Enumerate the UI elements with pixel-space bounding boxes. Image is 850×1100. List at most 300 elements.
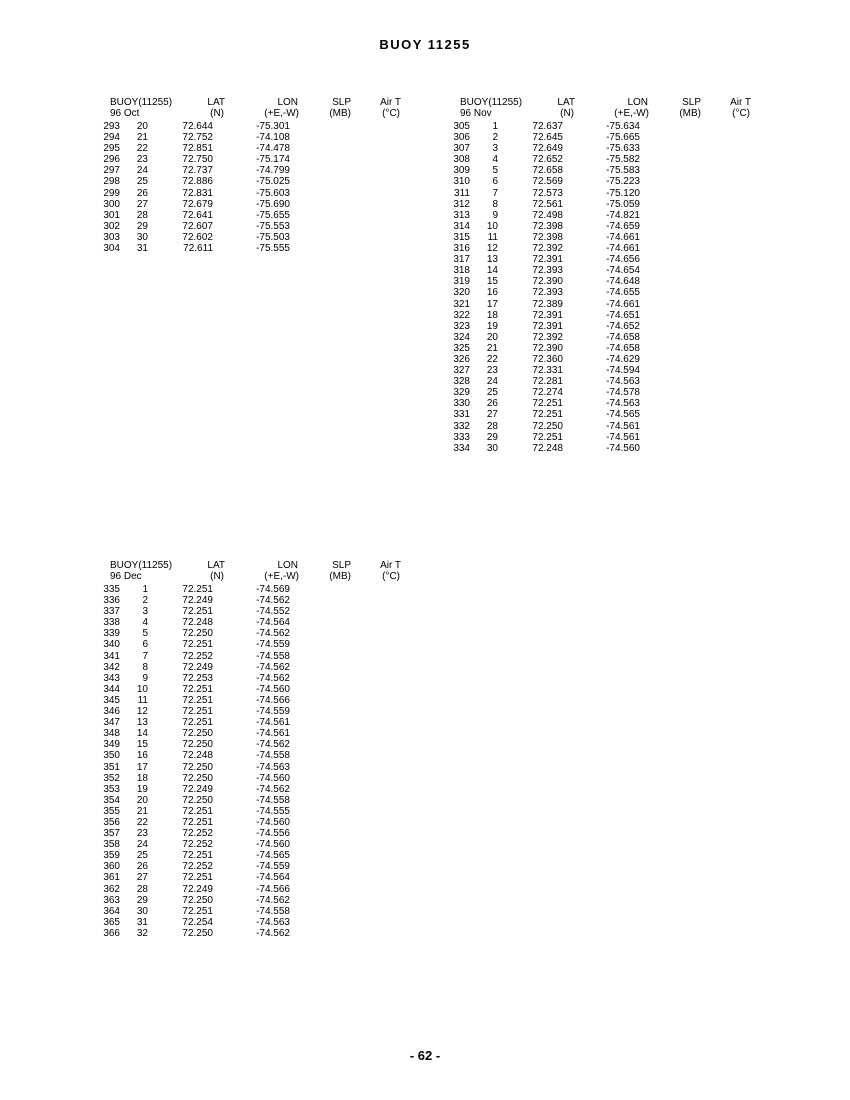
latitude-cell: 72.251 — [182, 606, 213, 618]
latitude-cell: 72.498 — [532, 209, 563, 221]
table-row — [90, 154, 410, 165]
lat-unit: (N) — [210, 571, 224, 582]
table-row — [440, 376, 760, 387]
latitude-cell: 72.602 — [182, 231, 213, 243]
longitude-cell: -74.556 — [256, 828, 290, 840]
table-row — [90, 728, 410, 739]
latitude-cell: 72.645 — [532, 132, 563, 144]
longitude-cell: -75.665 — [606, 132, 640, 144]
longitude-cell: -74.562 — [256, 783, 290, 795]
slp-column-header: SLP — [332, 97, 351, 108]
latitude-cell: 72.250 — [182, 794, 213, 806]
latitude-cell: 72.750 — [182, 154, 213, 166]
day-of-year-cell: 316 — [453, 243, 470, 255]
table-dec — [90, 560, 410, 939]
latitude-cell: 72.248 — [182, 617, 213, 629]
day-of-year-cell: 317 — [453, 254, 470, 266]
longitude-cell: -74.629 — [606, 353, 640, 365]
day-of-year-cell: 343 — [103, 672, 120, 684]
day-of-year-cell: 337 — [103, 606, 120, 618]
table-row — [440, 154, 760, 165]
table-body — [90, 121, 410, 254]
day-of-month-cell: 26 — [486, 398, 498, 410]
longitude-cell: -75.555 — [256, 243, 290, 255]
longitude-cell: -74.651 — [606, 309, 640, 321]
period-label: 96 Oct — [110, 108, 140, 119]
latitude-cell: 72.252 — [182, 650, 213, 662]
table-row — [90, 861, 410, 872]
longitude-cell: -74.560 — [256, 839, 290, 851]
day-of-year-cell: 350 — [103, 750, 120, 762]
day-of-month-cell: 24 — [486, 376, 498, 388]
day-of-month-cell: 21 — [136, 132, 148, 144]
day-of-month-cell: 27 — [136, 872, 148, 884]
day-of-month-cell: 29 — [136, 220, 148, 232]
day-of-month-cell: 20 — [136, 121, 148, 132]
longitude-cell: -74.566 — [256, 883, 290, 895]
longitude-cell: -75.582 — [606, 154, 640, 166]
day-of-month-cell: 4 — [142, 617, 148, 629]
table-body — [90, 584, 410, 939]
longitude-cell: -75.634 — [606, 121, 640, 132]
day-of-month-cell: 15 — [486, 276, 498, 288]
table-row — [90, 606, 410, 617]
air-temp-unit: (°C) — [732, 108, 750, 119]
day-of-month-cell: 5 — [142, 628, 148, 640]
latitude-cell: 72.251 — [532, 409, 563, 421]
longitude-cell: -74.563 — [256, 916, 290, 928]
day-of-month-cell: 20 — [486, 331, 498, 343]
day-of-month-cell: 27 — [136, 198, 148, 210]
table-row — [440, 443, 760, 454]
day-of-year-cell: 362 — [103, 883, 120, 895]
longitude-cell: -74.821 — [606, 209, 640, 221]
lat-column-header: LAT — [207, 97, 225, 108]
table-body — [440, 121, 760, 454]
day-of-year-cell: 341 — [103, 650, 120, 662]
day-of-year-cell: 315 — [453, 231, 470, 243]
day-of-year-cell: 339 — [103, 628, 120, 640]
lon-unit: (+E,-W) — [264, 571, 299, 582]
latitude-cell: 72.652 — [532, 154, 563, 166]
day-of-year-cell: 365 — [103, 916, 120, 928]
latitude-cell: 72.249 — [182, 883, 213, 895]
table-row — [440, 243, 760, 254]
day-of-month-cell: 6 — [142, 639, 148, 651]
longitude-cell: -74.555 — [256, 805, 290, 817]
longitude-cell: -74.594 — [606, 365, 640, 377]
day-of-month-cell: 23 — [136, 828, 148, 840]
day-of-year-cell: 320 — [453, 287, 470, 299]
day-of-year-cell: 298 — [103, 176, 120, 188]
day-of-year-cell: 363 — [103, 894, 120, 906]
longitude-cell: -75.583 — [606, 165, 640, 177]
longitude-cell: -74.564 — [256, 872, 290, 884]
table-row — [90, 584, 410, 595]
day-of-year-cell: 336 — [103, 595, 120, 607]
day-of-month-cell: 28 — [136, 883, 148, 895]
table-row — [90, 784, 410, 795]
longitude-cell: -74.569 — [256, 584, 290, 595]
day-of-month-cell: 30 — [136, 231, 148, 243]
day-of-year-cell: 348 — [103, 728, 120, 740]
longitude-cell: -74.563 — [606, 376, 640, 388]
table-row — [440, 254, 760, 265]
latitude-cell: 72.251 — [182, 805, 213, 817]
latitude-cell: 72.331 — [532, 365, 563, 377]
day-of-year-cell: 329 — [453, 387, 470, 399]
slp-unit: (MB) — [329, 108, 351, 119]
longitude-cell: -74.559 — [256, 706, 290, 718]
day-of-month-cell: 30 — [486, 442, 498, 454]
longitude-cell: -74.661 — [606, 243, 640, 255]
longitude-cell: -74.578 — [606, 387, 640, 399]
day-of-year-cell: 352 — [103, 772, 120, 784]
day-of-year-cell: 355 — [103, 805, 120, 817]
latitude-cell: 72.392 — [532, 243, 563, 255]
day-of-month-cell: 1 — [492, 121, 498, 132]
buoy-column-header: BUOY(11255) — [110, 560, 173, 571]
latitude-cell: 72.250 — [182, 761, 213, 773]
latitude-cell: 72.392 — [532, 331, 563, 343]
table-row — [90, 176, 410, 187]
day-of-year-cell: 305 — [453, 121, 470, 132]
day-of-month-cell: 6 — [492, 176, 498, 188]
lon-unit: (+E,-W) — [264, 108, 299, 119]
day-of-year-cell: 294 — [103, 132, 120, 144]
day-of-month-cell: 4 — [492, 154, 498, 166]
longitude-cell: -75.503 — [256, 231, 290, 243]
table-row — [90, 739, 410, 750]
day-of-month-cell: 22 — [136, 143, 148, 155]
day-of-year-cell: 328 — [453, 376, 470, 388]
day-of-year-cell: 346 — [103, 706, 120, 718]
latitude-cell: 72.607 — [182, 220, 213, 232]
latitude-cell: 72.391 — [532, 309, 563, 321]
latitude-cell: 72.249 — [182, 661, 213, 673]
day-of-year-cell: 342 — [103, 661, 120, 673]
table-row — [440, 343, 760, 354]
longitude-cell: -74.108 — [256, 132, 290, 144]
day-of-month-cell: 29 — [136, 894, 148, 906]
longitude-cell: -74.655 — [606, 287, 640, 299]
latitude-cell: 72.393 — [532, 265, 563, 277]
longitude-cell: -74.654 — [606, 265, 640, 277]
day-of-year-cell: 335 — [103, 584, 120, 595]
latitude-cell: 72.391 — [532, 320, 563, 332]
day-of-year-cell: 302 — [103, 220, 120, 232]
table-row — [90, 872, 410, 883]
day-of-month-cell: 18 — [486, 309, 498, 321]
day-of-month-cell: 22 — [486, 353, 498, 365]
day-of-year-cell: 309 — [453, 165, 470, 177]
day-of-year-cell: 323 — [453, 320, 470, 332]
table-row — [440, 310, 760, 321]
longitude-cell: -75.223 — [606, 176, 640, 188]
lat-unit: (N) — [210, 108, 224, 119]
day-of-year-cell: 310 — [453, 176, 470, 188]
table-row — [440, 299, 760, 310]
day-of-month-cell: 19 — [136, 783, 148, 795]
day-of-month-cell: 19 — [486, 320, 498, 332]
day-of-month-cell: 15 — [136, 739, 148, 751]
day-of-year-cell: 307 — [453, 143, 470, 155]
lon-column-header: LON — [277, 560, 298, 571]
day-of-year-cell: 319 — [453, 276, 470, 288]
day-of-month-cell: 13 — [136, 717, 148, 729]
day-of-year-cell: 332 — [453, 420, 470, 432]
longitude-cell: -74.658 — [606, 331, 640, 343]
table-row — [90, 839, 410, 850]
latitude-cell: 72.254 — [182, 916, 213, 928]
table-row — [440, 398, 760, 409]
day-of-year-cell: 300 — [103, 198, 120, 210]
longitude-cell: -75.690 — [256, 198, 290, 210]
day-of-year-cell: 293 — [103, 121, 120, 132]
day-of-year-cell: 303 — [103, 231, 120, 243]
longitude-cell: -74.561 — [256, 717, 290, 729]
latitude-cell: 72.250 — [182, 927, 213, 939]
day-of-year-cell: 351 — [103, 761, 120, 773]
day-of-month-cell: 22 — [136, 816, 148, 828]
longitude-cell: -74.658 — [606, 342, 640, 354]
table-row — [440, 265, 760, 276]
day-of-month-cell: 25 — [486, 387, 498, 399]
day-of-year-cell: 360 — [103, 861, 120, 873]
day-of-month-cell: 28 — [136, 209, 148, 221]
day-of-year-cell: 299 — [103, 187, 120, 199]
longitude-cell: -74.652 — [606, 320, 640, 332]
table-row — [90, 750, 410, 761]
day-of-month-cell: 8 — [142, 661, 148, 673]
table-row — [90, 199, 410, 210]
table-row — [440, 121, 760, 132]
day-of-year-cell: 327 — [453, 365, 470, 377]
latitude-cell: 72.569 — [532, 176, 563, 188]
day-of-month-cell: 32 — [136, 927, 148, 939]
day-of-month-cell: 11 — [487, 231, 498, 243]
day-of-year-cell: 356 — [103, 816, 120, 828]
latitude-cell: 72.251 — [182, 584, 213, 595]
table-row — [440, 409, 760, 420]
latitude-cell: 72.274 — [532, 387, 563, 399]
day-of-year-cell: 304 — [103, 243, 120, 255]
longitude-cell: -75.025 — [256, 176, 290, 188]
lat-unit: (N) — [560, 108, 574, 119]
latitude-cell: 72.251 — [532, 431, 563, 443]
day-of-month-cell: 3 — [492, 143, 498, 155]
table-header — [90, 97, 410, 121]
latitude-cell: 72.391 — [532, 254, 563, 266]
table-oct — [90, 97, 410, 254]
longitude-cell: -75.120 — [606, 187, 640, 199]
table-row — [90, 895, 410, 906]
longitude-cell: -74.563 — [256, 761, 290, 773]
longitude-cell: -74.661 — [606, 231, 640, 243]
table-header — [90, 560, 410, 584]
table-row — [90, 762, 410, 773]
longitude-cell: -74.659 — [606, 220, 640, 232]
buoy-column-header: BUOY(11255) — [460, 97, 523, 108]
longitude-cell: -74.661 — [606, 298, 640, 310]
day-of-month-cell: 25 — [136, 176, 148, 188]
longitude-cell: -74.560 — [606, 442, 640, 454]
day-of-month-cell: 31 — [136, 916, 148, 928]
day-of-month-cell: 21 — [486, 342, 498, 354]
table-row — [90, 928, 410, 939]
day-of-month-cell: 11 — [137, 694, 148, 706]
latitude-cell: 72.398 — [532, 231, 563, 243]
longitude-cell: -74.562 — [256, 595, 290, 607]
table-row — [440, 143, 760, 154]
day-of-month-cell: 25 — [136, 850, 148, 862]
latitude-cell: 72.251 — [182, 850, 213, 862]
day-of-year-cell: 313 — [453, 209, 470, 221]
longitude-cell: -74.648 — [606, 276, 640, 288]
table-row — [90, 795, 410, 806]
day-of-year-cell: 357 — [103, 828, 120, 840]
longitude-cell: -74.565 — [256, 850, 290, 862]
day-of-month-cell: 27 — [486, 409, 498, 421]
latitude-cell: 72.251 — [182, 639, 213, 651]
latitude-cell: 72.251 — [532, 398, 563, 410]
table-row — [90, 165, 410, 176]
day-of-month-cell: 7 — [492, 187, 498, 199]
day-of-month-cell: 30 — [136, 905, 148, 917]
day-of-month-cell: 31 — [136, 243, 148, 255]
longitude-cell: -74.559 — [256, 861, 290, 873]
table-row — [90, 628, 410, 639]
table-row — [440, 421, 760, 432]
longitude-cell: -74.562 — [256, 927, 290, 939]
day-of-month-cell: 20 — [136, 794, 148, 806]
latitude-cell: 72.737 — [182, 165, 213, 177]
day-of-month-cell: 7 — [142, 650, 148, 662]
table-row — [90, 121, 410, 132]
slp-unit: (MB) — [679, 108, 701, 119]
lon-unit: (+E,-W) — [614, 108, 649, 119]
day-of-month-cell: 18 — [136, 772, 148, 784]
longitude-cell: -74.552 — [256, 606, 290, 618]
latitude-cell: 72.248 — [182, 750, 213, 762]
longitude-cell: -75.603 — [256, 187, 290, 199]
latitude-cell: 72.250 — [182, 772, 213, 784]
longitude-cell: -74.561 — [606, 431, 640, 443]
latitude-cell: 72.252 — [182, 828, 213, 840]
day-of-month-cell: 9 — [142, 672, 148, 684]
latitude-cell: 72.611 — [183, 243, 213, 255]
latitude-cell: 72.398 — [532, 220, 563, 232]
day-of-month-cell: 26 — [136, 861, 148, 873]
day-of-month-cell: 1 — [142, 584, 148, 595]
longitude-cell: -74.563 — [606, 398, 640, 410]
table-row — [440, 354, 760, 365]
page-title: BUOY 11255 — [379, 37, 471, 52]
table-row — [90, 221, 410, 232]
slp-unit: (MB) — [329, 571, 351, 582]
longitude-cell: -74.559 — [256, 639, 290, 651]
table-row — [90, 188, 410, 199]
table-row — [440, 287, 760, 298]
day-of-year-cell: 340 — [103, 639, 120, 651]
latitude-cell: 72.250 — [182, 628, 213, 640]
longitude-cell: -74.560 — [256, 683, 290, 695]
lon-column-header: LON — [277, 97, 298, 108]
longitude-cell: -74.566 — [256, 694, 290, 706]
latitude-cell: 72.637 — [532, 121, 563, 132]
day-of-month-cell: 10 — [486, 220, 498, 232]
lat-column-header: LAT — [207, 560, 225, 571]
day-of-year-cell: 318 — [453, 265, 470, 277]
table-nov — [440, 97, 760, 454]
table-row — [440, 332, 760, 343]
table-row — [440, 132, 760, 143]
day-of-year-cell: 345 — [103, 694, 120, 706]
longitude-cell: -74.562 — [256, 628, 290, 640]
table-row — [90, 684, 410, 695]
period-label: 96 Dec — [110, 571, 142, 582]
day-of-year-cell: 364 — [103, 905, 120, 917]
day-of-month-cell: 2 — [492, 132, 498, 144]
table-row — [90, 717, 410, 728]
day-of-month-cell: 3 — [142, 606, 148, 618]
day-of-year-cell: 325 — [453, 342, 470, 354]
table-row — [90, 662, 410, 673]
table-row — [90, 639, 410, 650]
day-of-month-cell: 12 — [136, 706, 148, 718]
table-row — [90, 695, 410, 706]
latitude-cell: 72.658 — [532, 165, 563, 177]
latitude-cell: 72.851 — [182, 143, 213, 155]
table-row — [440, 210, 760, 221]
longitude-cell: -74.560 — [256, 816, 290, 828]
table-row — [90, 617, 410, 628]
latitude-cell: 72.251 — [182, 706, 213, 718]
latitude-cell: 72.250 — [182, 739, 213, 751]
table-row — [90, 143, 410, 154]
table-row — [440, 221, 760, 232]
air-temp-column-header: Air T — [730, 97, 751, 108]
day-of-year-cell: 354 — [103, 794, 120, 806]
slp-column-header: SLP — [682, 97, 701, 108]
latitude-cell: 72.752 — [182, 132, 213, 144]
latitude-cell: 72.250 — [182, 728, 213, 740]
latitude-cell: 72.248 — [532, 442, 563, 454]
table-row — [90, 132, 410, 143]
latitude-cell: 72.886 — [182, 176, 213, 188]
table-row — [440, 365, 760, 376]
day-of-month-cell: 13 — [486, 254, 498, 266]
longitude-cell: -75.553 — [256, 220, 290, 232]
table-row — [90, 906, 410, 917]
longitude-cell: -74.562 — [256, 672, 290, 684]
longitude-cell: -75.633 — [606, 143, 640, 155]
latitude-cell: 72.679 — [182, 198, 213, 210]
day-of-month-cell: 5 — [492, 165, 498, 177]
latitude-cell: 72.251 — [182, 717, 213, 729]
latitude-cell: 72.251 — [182, 816, 213, 828]
day-of-month-cell: 23 — [486, 365, 498, 377]
latitude-cell: 72.389 — [532, 298, 563, 310]
day-of-month-cell: 14 — [136, 728, 148, 740]
latitude-cell: 72.360 — [532, 353, 563, 365]
table-row — [440, 199, 760, 210]
latitude-cell: 72.251 — [182, 905, 213, 917]
table-row — [90, 232, 410, 243]
table-row — [90, 806, 410, 817]
longitude-cell: -75.059 — [606, 198, 640, 210]
latitude-cell: 72.390 — [532, 276, 563, 288]
